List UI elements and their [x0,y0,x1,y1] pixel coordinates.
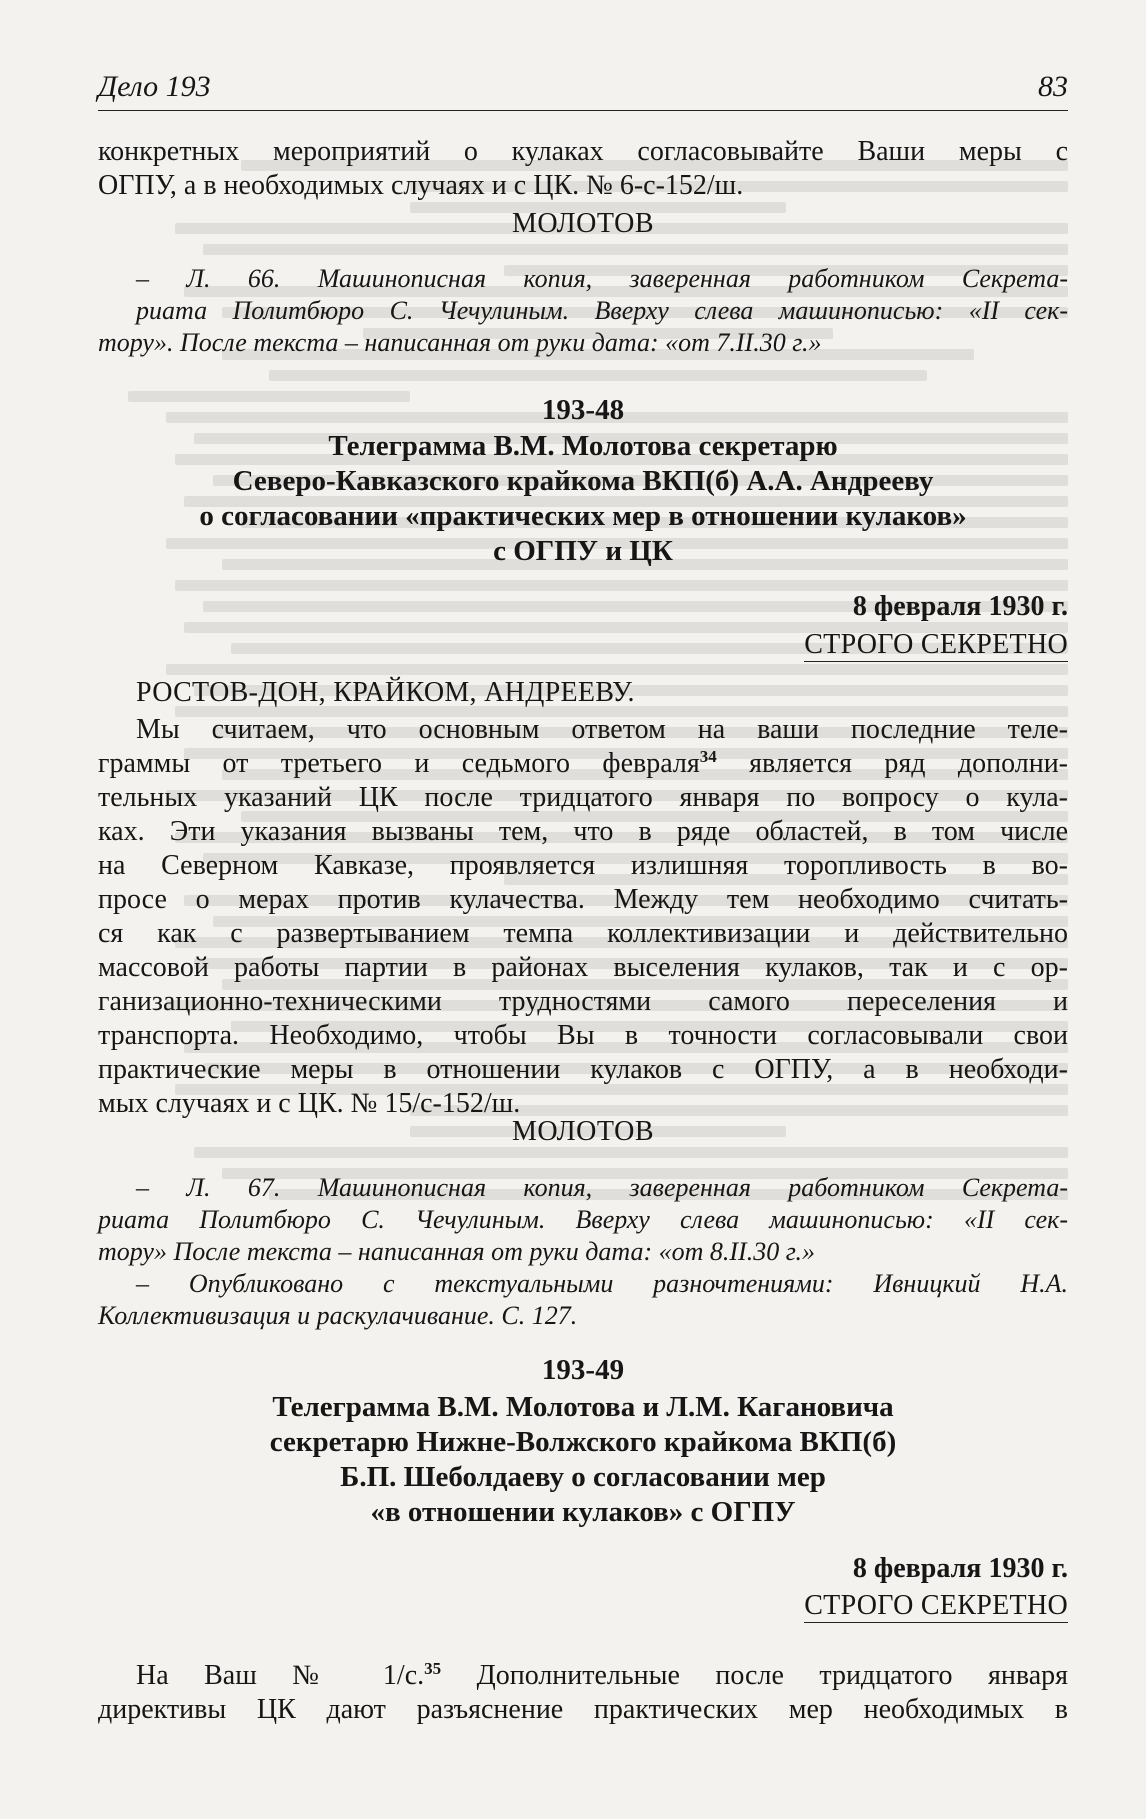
note-line: тору» После текста – написанная от руки дата: «от 8.II.30 г.» [98,1237,816,1266]
classification-stamp-193-49 [98,1589,1068,1623]
text-line: ганизационно-техническими трудностями самого переселения и [98,986,1068,1017]
text-line: директивы ЦК дают разъяснение практических мер необходимых в [98,1694,1068,1725]
note-line: тору». После текста – написанная от руки дата: «от 7.II.30 г.» [98,328,822,357]
text-line: массовой работы партии в районах выселения кулаков, так и с ор- [98,952,1068,983]
text-fragment: граммы от третьего и седьмого февраля [98,748,700,779]
classification-label: СТРОГО СЕКРЕТНО [804,1590,1068,1621]
text-line: тельных указаний ЦК после тридцатого января по вопросу о кула- [98,782,1068,813]
classification-stamp-193-48 [98,628,1068,662]
title-line: о согласовании «практических мер в отношении кулаков» [199,500,967,532]
text-line: практические меры в отношении кулаков с ОГПУ, а в необходи- [98,1054,1068,1085]
text-line: транспорта. Необходимо, чтобы Вы в точности согласовывали свои [98,1020,1068,1051]
title-line: Северо-Кавказского крайкома ВКП(б) А.А. Андрееву [232,465,934,497]
archival-note-2 [98,1172,1068,1332]
text-fragment: является ряд дополни- [716,748,1068,779]
telegram-body-193-49 [98,1659,1068,1727]
telegram-address: РОСТОВ-ДОН, КРАЙКОМ, АНДРЕЕВУ. [136,677,635,708]
title-line: Телеграмма В.М. Молотова и Л.М. Кагановича [272,1391,894,1423]
note-line: – Л. 66. Машинописная копия, заверенная работником Секрета- [136,264,1068,293]
text-line: ОГПУ, а в необходимых случаях и с ЦК. № 6-с-152/ш. [98,170,744,201]
text-line: Мы считаем, что основным ответом на ваши последние теле- [136,714,1068,745]
document-number-193-48: 193-48 [541,394,625,426]
text-line: просе о мерах против кулачества. Между тем необходимо считать- [98,884,1068,915]
document-number-193-49: 193-49 [541,1354,625,1386]
signature-molotov-1: МОЛОТОВ [511,208,655,239]
document-date-193-48: 8 февраля 1930 г. [852,591,1068,622]
note-line: Коллективизация и раскулачивание. С. 127. [98,1301,578,1330]
archival-note-1 [98,263,1068,359]
document-date-193-49: 8 февраля 1930 г. [852,1553,1068,1584]
title-line: Б.П. Шеболдаеву о согласовании мер [340,1461,826,1493]
note-line: – Л. 67. Машинописная копия, заверенная работником Секрета- [136,1173,1068,1202]
running-head [98,70,1068,111]
text-fragment: На Ваш № 1/с. [136,1660,425,1691]
text-line: конкретных мероприятий о кулаках согласовывайте Ваши меры с [98,136,1068,167]
title-line: с ОГПУ и ЦК [493,535,673,567]
continuation-paragraph [98,135,1068,203]
case-label: Дело 193 [98,70,211,103]
text-line: на Северном Кавказе, проявляется излишняя торопливость в во- [98,850,1068,881]
text-line [98,1659,1068,1693]
text-line [98,747,1068,781]
classification-label: СТРОГО СЕКРЕТНО [804,629,1068,660]
note-line: риата Политбюро С. Чечулиным. Вверху слева машинописью: «II сек- [136,296,1068,325]
title-line: «в отношении кулаков» с ОГПУ [370,1496,796,1528]
telegram-body-193-48 [98,713,1068,1121]
title-line: секретарю Нижне-Волжского крайкома ВКП(б) [269,1426,897,1458]
note-line: риата Политбюро С. Чечулиным. Вверху слева машинописью: «II сек- [98,1205,1068,1234]
footnote-ref-35: 35 [424,1659,442,1678]
text-line: ках. Эти указания вызваны тем, что в ряде областей, в том числе [98,816,1068,847]
note-line: – Опубликовано с текстуальными разночтениями: Ивницкий Н.А. [136,1269,1068,1298]
text-fragment: Дополнительные после тридцатого января [441,1660,1069,1691]
document-title-193-48 [98,429,1068,569]
page-number: 83 [1038,70,1068,103]
title-line: Телеграмма В.М. Молотова секретарю [328,430,838,462]
footnote-ref-34: 34 [699,747,717,766]
document-title-193-49 [98,1390,1068,1530]
text-line: ся как с развертыванием темпа коллективизации и действительно [98,918,1068,949]
signature-molotov-2: МОЛОТОВ [511,1116,655,1147]
text-line: мых случаях и с ЦК. № 15/с-152/ш. [98,1088,521,1119]
